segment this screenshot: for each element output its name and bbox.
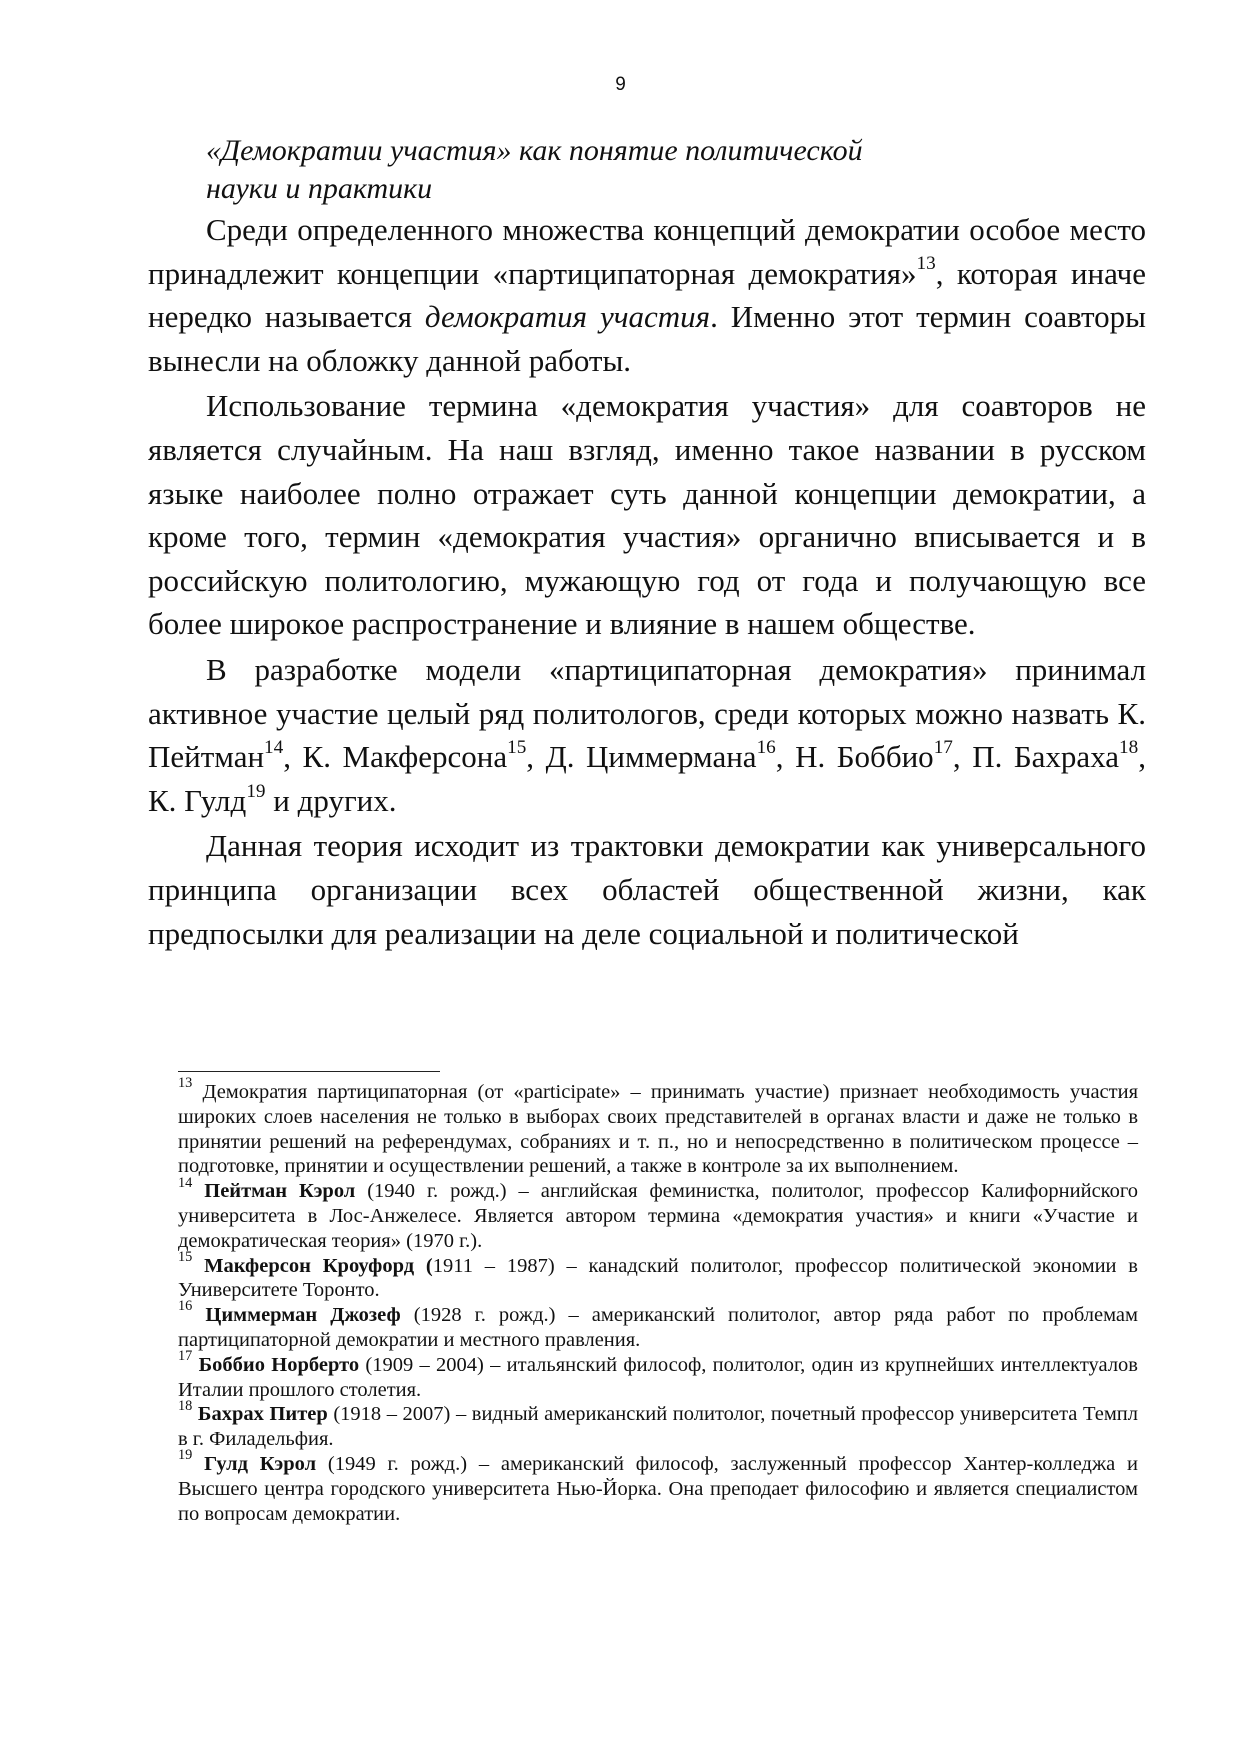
footnote-number: 15 <box>178 1248 193 1265</box>
footnote-text: (1949 г. рожд.) – американский философ, заслуженный профессор Хантер-колледжа и Высшего центра городского университета Нью-Йорка. Она преподает философию и является специалистом по вопросам демократии. <box>178 1452 1138 1525</box>
p3-text-d: , Н. Боббио <box>775 739 934 775</box>
footnote-number: 13 <box>178 1075 193 1092</box>
p3-text-f: , К. Гулд <box>148 739 1146 818</box>
footnote-ref-19: 19 <box>246 780 266 802</box>
p3-text-c: , Д. Циммермана <box>526 739 757 775</box>
paragraph-1 <box>148 208 1146 382</box>
footnote-person-name: Бахрах Питер <box>192 1403 328 1426</box>
footnote-text: (1928 г. рожд.) – американский политолог, автор ряда работ по проблемам партиципаторной демократии и местного правления. <box>178 1304 1138 1351</box>
section-heading <box>206 132 1006 208</box>
footnote-text: (1940 г. рожд.) – английская феминистка, политолог, профессор Калифорнийского университета в Лос-Анжелесе. Является автором термина «демократия участия» и книги «Участие и демократическая теория» (1970 г.). <box>178 1180 1138 1252</box>
footnote-person-name: Боббио Норберто <box>192 1353 360 1376</box>
footnote-ref-18: 18 <box>1119 736 1139 758</box>
footnote-ref-13: 13 <box>916 253 936 275</box>
footnote-15 <box>178 1248 1138 1304</box>
heading-line-2: науки и практики <box>206 172 433 205</box>
heading-line-1: «Демократии участия» как понятие политической <box>206 134 863 167</box>
p3-text-a: В разработке модели «партиципаторная демократия» принимал активное участие целый ряд политологов, среди которых можно назвать К. Пейтман <box>148 651 1146 775</box>
body-text <box>148 208 1146 955</box>
footnote-number: 19 <box>178 1447 193 1464</box>
footnote-19 <box>178 1447 1138 1526</box>
p1-italic-term: демократия участия <box>424 299 711 335</box>
footnote-ref-14: 14 <box>264 736 284 758</box>
footnote-text: (1918 – 2007) – видный американский политолог, почетный профессор университета Темпл в г. Филадельфия. <box>178 1403 1138 1451</box>
footnote-18 <box>178 1397 1138 1452</box>
footnote-ref-16: 16 <box>756 736 776 758</box>
footnote-person-name: Циммерман Джозеф <box>192 1304 401 1327</box>
footnote-ref-15: 15 <box>507 736 527 758</box>
footnote-16 <box>178 1298 1138 1353</box>
footnote-text: 1911 – 1987) – канадский политолог, профессор политической экономии в Университете Торонто. <box>178 1254 1138 1302</box>
footnote-number: 14 <box>178 1174 193 1191</box>
footnote-person-name: Пейтман Кэрол <box>192 1180 356 1203</box>
paragraph-4: Данная теория исходит из трактовки демократии как универсального принципа организации всех областей общественной жизни, как предпосылки для реализации на деле социальной и политической <box>148 828 1146 951</box>
footnote-text: (1909 – 2004) – итальянский философ, политолог, один из крупнейших интеллектуалов Италии прошлого столетия. <box>178 1353 1138 1401</box>
footnote-ref-17: 17 <box>933 736 953 758</box>
p1-text-c: . Именно этот термин соавторы вынесли на обложку данной работы. <box>148 299 1147 378</box>
footnote-number: 17 <box>178 1348 193 1365</box>
footnote-person-name: Гулд Кэрол <box>192 1452 317 1475</box>
p1-text-b: , которая иначе нередко называется <box>148 255 1146 335</box>
p3-text-b: , К. Макферсона <box>283 739 508 775</box>
footnote-text: Демократия партиципаторная (от «participate» – принимать участие) признает необходимость участия широких слоев населения не только в выборах своих представителей в органах власти и даже не только в принятии решений на референдумах, собраниях и т. п., но и непосредственно в политическом процессе – подготовке, принятии и осуществлении решений, а также в контроле за их выполнением. <box>178 1081 1138 1178</box>
p1-text-a: Среди определенного множества концепций демократии особое место принадлежит концепции «партиципаторная демократия» <box>148 212 1146 291</box>
paragraph-3 <box>148 648 1146 822</box>
footnote-13 <box>178 1075 1138 1179</box>
footnotes <box>178 1075 1138 1526</box>
footnote-number: 18 <box>178 1397 193 1414</box>
footnote-17 <box>178 1348 1138 1403</box>
footnote-person-name: Макферсон Кроуфорд ( <box>192 1254 433 1277</box>
p3-text-g: и других. <box>265 782 397 818</box>
paragraph-2: Использование термина «демократия участия» для соавторов не является случайным. На наш взгляд, именно такое названии в русском языке наиболее полно отражает суть данной концепции демократии, а кроме того, термин «демократия участия» органично вписывается и в российскую политологию, мужающую год от года и получающую все более широкое распространение и влияние в нашем обществе. <box>148 388 1146 642</box>
footnote-14 <box>178 1174 1138 1253</box>
footnote-separator <box>178 1071 440 1072</box>
footnote-number: 16 <box>178 1298 193 1315</box>
p3-text-e: , П. Бахраха <box>952 739 1120 775</box>
page-number: 9 <box>615 74 626 95</box>
